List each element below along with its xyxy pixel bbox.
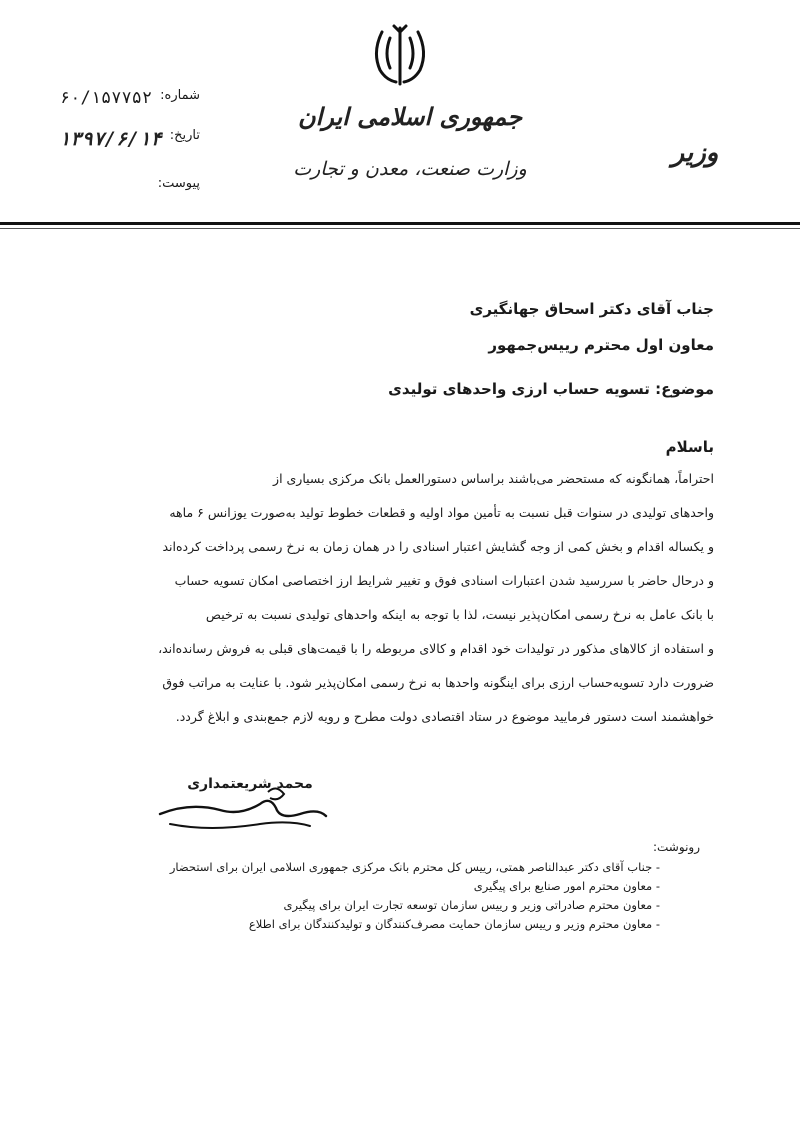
cc-item: - معاون محترم وزیر و رییس سازمان حمایت مصرف‌کنندگان و تولیدکنندگان برای اطلاع xyxy=(100,915,660,934)
country-name: جمهوری اسلامی ایران xyxy=(297,102,523,131)
header-divider xyxy=(0,222,800,225)
recipient-position: معاون اول محترم رییس‌جمهور xyxy=(488,336,714,354)
body-line: و درحال حاضر با سررسید شدن اعتبارات اسنادی فوق و تغییر شرایط ارز اختصاصی امکان تسویه حساب xyxy=(174,573,714,588)
cc-item: - جناب آقای دکتر عبدالناصر همتی، رییس کل محترم بانک مرکزی جمهوری اسلامی ایران برای استحضار xyxy=(100,858,660,877)
office-title: وزیر xyxy=(671,138,719,168)
cc-title: رونوشت: xyxy=(652,840,700,854)
date-value: ۱۳۹۷/۶/۱۴ xyxy=(58,128,162,150)
body-line: واحدهای تولیدی در سنوات قبل نسبت به تأمین مواد اولیه و قطعات خطوط تولید به‌صورت یوزانس ۶ ماهه xyxy=(169,505,714,520)
cc-list xyxy=(100,858,660,934)
handwritten-signature xyxy=(150,780,340,840)
subject-line: موضوع: تسویه حساب ارزی واحدهای تولیدی xyxy=(388,380,714,398)
body-line: و استفاده از کالاهای مذکور در تولیدات خود اقدام و کالای مربوطه را با قیمت‌های قبلی به فروش رسانده‌اند، xyxy=(158,641,714,656)
date-label: تاریخ: xyxy=(169,128,200,143)
header-divider-thin xyxy=(0,228,800,229)
body-line: احتراماً، همانگونه که مستحضر می‌باشند براساس دستورالعمل بانک مرکزی بسیاری از xyxy=(273,471,714,486)
signer-name: محمد شریعتمداری xyxy=(187,776,313,792)
number-value: ۶۰/۱۵۷۷۵۲ xyxy=(60,88,153,108)
cc-item: - معاون محترم امور صنایع برای پیگیری xyxy=(100,877,660,896)
body-line: خواهشمند است دستور فرمایید موضوع در ستاد اقتصادی دولت مطرح و رویه لازم جمع‌بندی و ابلاغ گردد. xyxy=(175,709,714,724)
body-line: با بانک عامل به نرخ رسمی امکان‌پذیر نیست، لذا با توجه به اینکه واحدهای تولیدی نسبت به ترخیص xyxy=(205,607,714,622)
greeting: باسلام xyxy=(665,438,714,456)
attachment-label: پیوست: xyxy=(157,176,200,191)
letter-date xyxy=(20,128,200,150)
recipient-name: جناب آقای دکتر اسحاق جهانگیری xyxy=(469,300,714,318)
body-line: ضرورت دارد تسویه‌حساب ارزی برای اینگونه واحدها به نرخ رسمی امکان‌پذیر شود. با عنایت به مراتب فوق xyxy=(162,675,714,690)
number-label: شماره: xyxy=(160,88,200,103)
iran-emblem-icon xyxy=(370,22,430,92)
letter-number xyxy=(20,88,200,108)
ministry-name: وزارت صنعت، معدن و تجارت xyxy=(293,158,527,180)
cc-item: - معاون محترم صادراتی وزیر و رییس سازمان توسعه تجارت ایران برای پیگیری xyxy=(100,896,660,915)
letter-attachment xyxy=(20,176,200,191)
body-line: و یکساله اقدام و بخش کمی از وجه گشایش اعتبار اسنادی را در همان زمان به نرخ رسمی پرداخت کرده‌اند xyxy=(162,539,714,554)
letter-body xyxy=(70,462,714,734)
